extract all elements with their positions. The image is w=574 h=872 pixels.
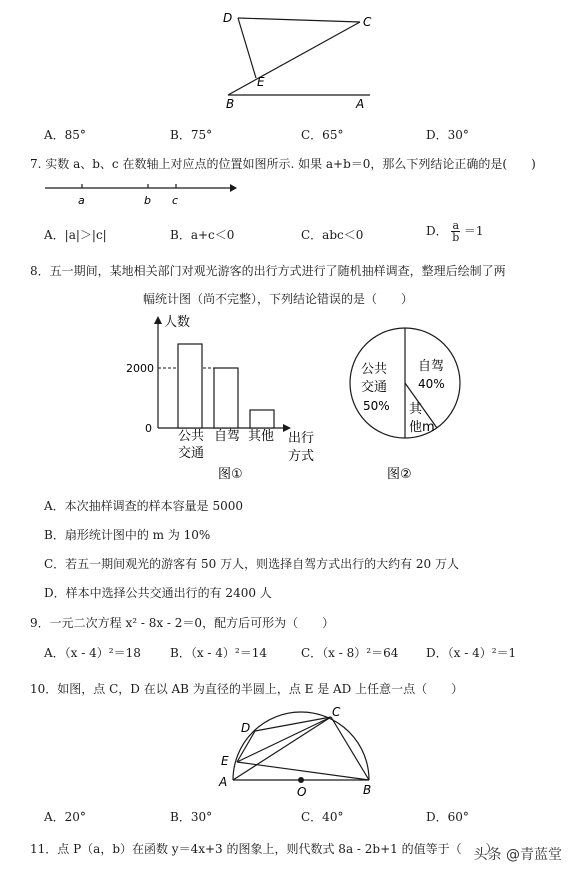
bar-chart [120,312,330,482]
label-D: D [241,721,251,735]
q10-option-d: D．60° [426,810,469,824]
tick-label-a: a [78,194,85,207]
q7-option-d [426,220,483,243]
pie-slice-public-label-2: 交通 [361,380,388,395]
q6-option-b: B．75° [170,128,213,142]
q7-option-c: C．abc＜0 [301,228,364,242]
label-B: B [226,97,235,110]
q7-frac-top: a [452,219,460,232]
label-O: O [297,785,307,799]
bar-other [250,410,274,428]
q7-stem: 7. 实数 a、b、c 在数轴上对应点的位置如图所示. 如果 a+b＝0，那么下列结论正确的是( ) [30,157,536,171]
label-A: A [356,97,365,110]
y-tick-0: 0 [145,422,152,435]
category-label-public-1: 公共 [178,429,205,444]
q7-number-line [40,180,240,210]
pie-chart [345,318,475,483]
tick-label-c: c [172,194,179,207]
label-D: D [223,11,233,25]
q8-option-b: B．扇形统计图中的 m 为 10% [44,528,211,542]
pie-slice-self-label: 自驾 [418,359,445,374]
label-B: B [363,783,372,797]
watermark: 头条 @青蓝堂 [473,847,562,863]
q8-stem-line2: 幅统计图（尚不完整），下列结论错误的是（ ） [143,292,414,306]
bar-self-drive [214,368,238,428]
q10-option-b: B．30° [170,810,213,824]
seg-EB [237,762,369,780]
label-E: E [257,75,265,89]
q7-option-a: A．|a|＞|c| [44,228,107,242]
bar-chart-caption: 图① [218,467,243,482]
seg-EC [237,717,331,762]
q9-option-a: A．（x - 4）²＝18 [44,646,141,660]
pie-slice-other-label-2: 他m [409,420,435,435]
q7-option-d-suffix: ＝1 [463,224,484,238]
label-C: C [363,15,372,29]
q6-figure [220,8,380,110]
q6-option-d: D．30° [426,128,469,142]
pie-slice-public-value: 50% [363,399,390,413]
q9-option-d: D．（x - 4）²＝1 [426,646,517,660]
pie-slice-other-label-1: 其 [409,402,423,417]
y-axis-label: 人数 [164,315,191,330]
q6-option-a: A．85° [44,128,86,142]
category-label-self: 自驾 [214,429,241,444]
q10-figure [215,700,385,800]
center-point-O [298,777,304,783]
q6-option-c: C．65° [301,128,344,142]
seg-CB [331,717,369,780]
q7-option-b: B．a+c＜0 [170,228,235,242]
number-line-arrow [230,184,237,192]
q7-option-d-letter: D． [426,224,448,238]
label-A: A [219,775,228,789]
q7-frac-bottom: b [452,231,460,244]
q8-option-c: C．若五一期间观光的游客有 50 万人，则选择自驾方式出行的大约有 20 万人 [44,557,459,571]
pie-slice-public-label-1: 公共 [361,362,388,377]
y-axis-arrow [154,316,162,324]
x-axis-label-1: 出行 [288,431,315,446]
x-axis-label-2: 方式 [288,449,315,464]
category-label-public-2: 交通 [178,446,205,461]
pie-chart-caption: 图② [387,467,412,482]
q8-option-d: D．样本中选择公共交通出行的有 2400 人 [44,586,272,600]
tick-label-b: b [144,194,151,207]
q10-option-a: A．20° [44,810,86,824]
label-C: C [332,705,341,719]
y-tick-2000: 2000 [126,362,154,375]
q9-stem: 9．一元二次方程 x² - 8x - 2＝0，配方后可形为（ ） [30,616,335,630]
pie-slice-self-value: 40% [418,377,445,391]
seg-DC [238,18,360,22]
bar-public-transport [178,344,202,428]
seg-DE [238,18,256,78]
q8-stem-line1: 8．五一期间，某地相关部门对观光游客的出行方式进行了随机抽样调查，整理后绘制了两 [30,264,506,278]
q10-option-c: C．40° [301,810,344,824]
label-E: E [221,754,229,768]
q8-option-a: A．本次抽样调查的样本容量是 5000 [44,499,244,513]
seg-CB [228,22,360,95]
category-label-other: 其他 [248,429,275,444]
q9-option-c: C．（x - 8）²＝64 [301,646,399,660]
q10-stem: 10．如图，点 C，D 在以 AB 为直径的半圆上，点 E 是 AD 上任意一点（ ） [30,682,464,696]
q11-stem: 11．点 P（a，b）在函数 y＝4x+3 的图象上，则代数式 8a - 2b+1 的值等于（ ） [30,842,498,856]
q7-option-d-fraction [451,220,460,243]
q9-option-b: B．（x - 4）²＝14 [170,646,267,660]
